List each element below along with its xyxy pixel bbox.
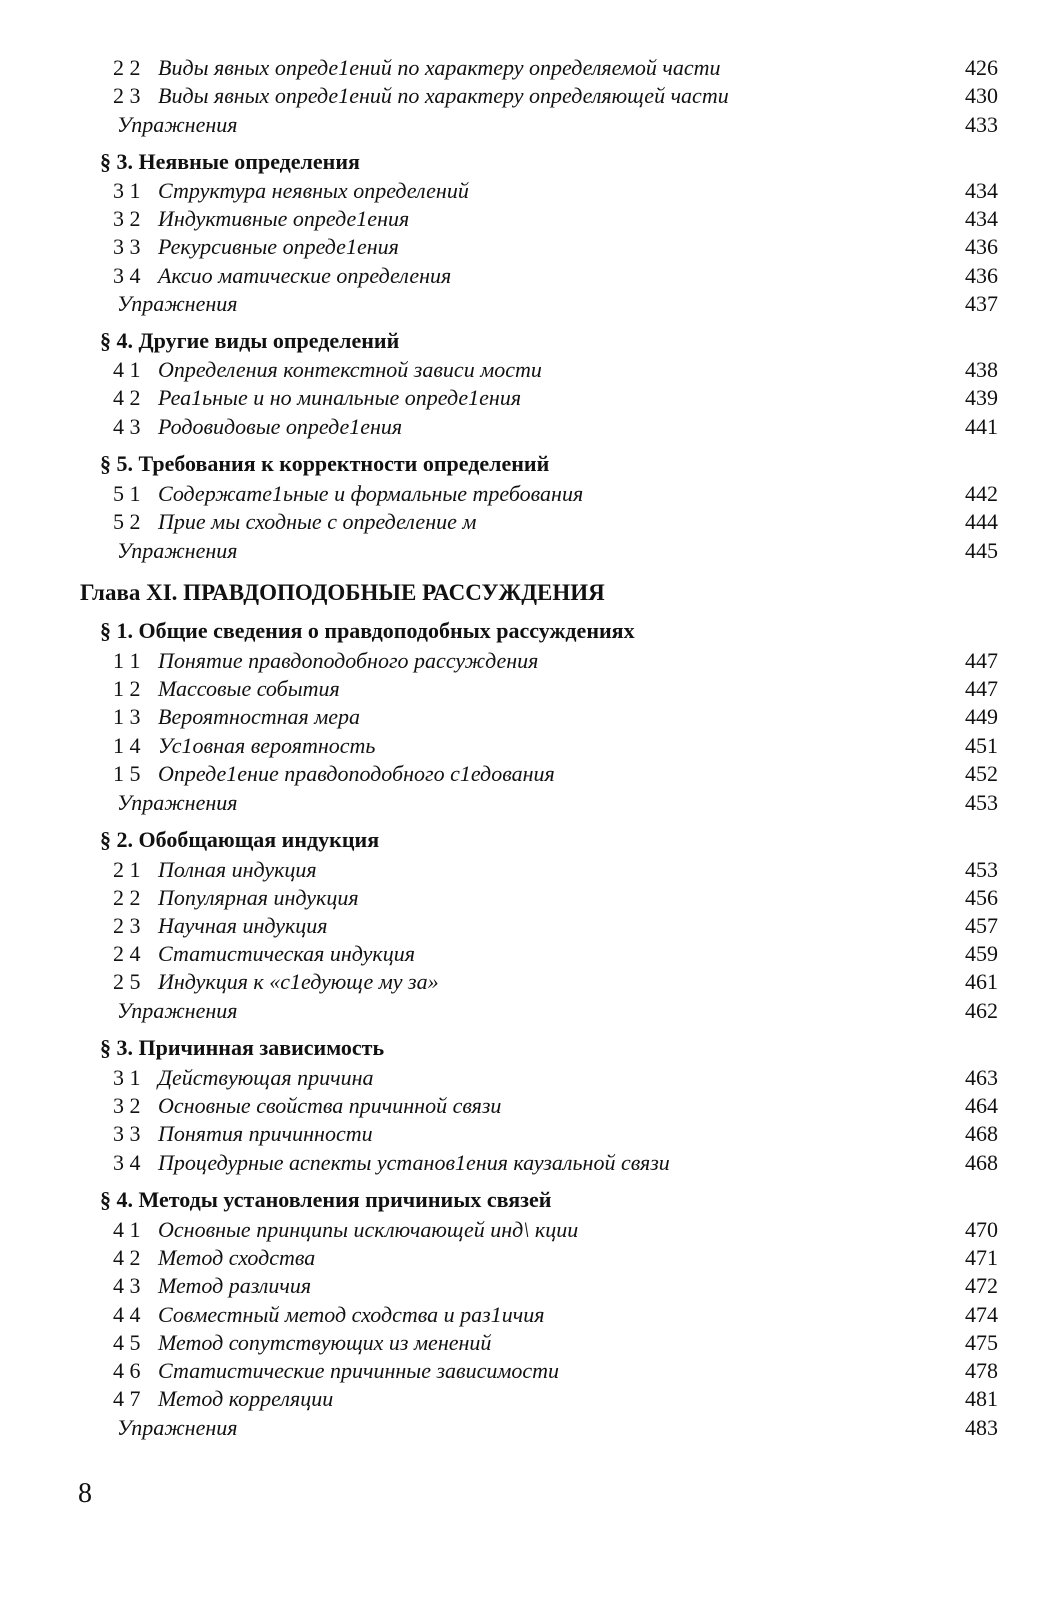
entry-number: 5 2 bbox=[113, 509, 141, 534]
entry-title: Метод сходства bbox=[158, 1245, 316, 1270]
entry-page: 442 bbox=[965, 481, 998, 506]
exercises-entry bbox=[0, 289, 1060, 319]
section-heading bbox=[0, 147, 1060, 177]
entry-number: 2 5 bbox=[113, 969, 141, 994]
toc-entry bbox=[0, 1063, 1060, 1093]
entry-page: 426 bbox=[965, 55, 998, 80]
entry-page: 474 bbox=[965, 1302, 998, 1327]
entry-number: 1 4 bbox=[113, 733, 141, 758]
entry-title: Индукция к «с1едующе му за» bbox=[158, 969, 439, 994]
entry-page: 436 bbox=[965, 263, 998, 288]
entry-title: § 4. Методы установления причиниых связей bbox=[100, 1187, 552, 1212]
toc-entry bbox=[0, 1148, 1060, 1178]
entry-page: 453 bbox=[965, 857, 998, 882]
toc-entry bbox=[0, 883, 1060, 913]
entry-number: 4 5 bbox=[113, 1330, 141, 1355]
entry-number: 4 3 bbox=[113, 414, 141, 439]
entry-page: 478 bbox=[965, 1358, 998, 1383]
entry-title: § 3. Неявные определения bbox=[100, 149, 360, 174]
entry-title: Глава XI. ПРАВДОПОДОБНЫЕ РАССУЖДЕНИЯ bbox=[80, 580, 605, 605]
entry-page: 468 bbox=[965, 1121, 998, 1146]
toc-entry bbox=[0, 1091, 1060, 1121]
entry-number: 2 3 bbox=[113, 83, 141, 108]
entry-number: 2 4 bbox=[113, 941, 141, 966]
section-heading bbox=[0, 449, 1060, 479]
entry-page: 447 bbox=[965, 648, 998, 673]
entry-title: Упражнения bbox=[117, 790, 238, 815]
toc-entry bbox=[0, 479, 1060, 509]
section-heading bbox=[0, 1185, 1060, 1215]
entry-title: Родовидовые опреде1ения bbox=[158, 414, 403, 439]
entry-number: 4 3 bbox=[113, 1273, 141, 1298]
entry-number: 4 2 bbox=[113, 385, 141, 410]
entry-page: 463 bbox=[965, 1065, 998, 1090]
entry-title: Основные принципы исключающей инд\ кции bbox=[158, 1217, 579, 1242]
entry-title: Аксио матические определения bbox=[158, 263, 452, 288]
entry-page: 472 bbox=[965, 1273, 998, 1298]
entry-title: Понятия причинности bbox=[158, 1121, 373, 1146]
entry-title: Основные свойства причинной связи bbox=[158, 1093, 502, 1118]
entry-page: 471 bbox=[965, 1245, 998, 1270]
entry-page: 445 bbox=[965, 538, 998, 563]
entry-number: 3 3 bbox=[113, 1121, 141, 1146]
toc-entry bbox=[0, 507, 1060, 537]
entry-title: Метод корреляции bbox=[158, 1386, 334, 1411]
entry-number: 3 4 bbox=[113, 263, 141, 288]
toc-entry bbox=[0, 176, 1060, 206]
entry-number: 5 1 bbox=[113, 481, 141, 506]
entry-title: § 4. Другие виды определений bbox=[100, 328, 400, 353]
entry-title: Научная индукция bbox=[158, 913, 328, 938]
toc-entry bbox=[0, 967, 1060, 997]
entry-title: Упражнения bbox=[117, 538, 238, 563]
toc-entry bbox=[0, 731, 1060, 761]
entry-number: 3 3 bbox=[113, 234, 141, 259]
entry-page: 433 bbox=[965, 112, 998, 137]
entry-page: 461 bbox=[965, 969, 998, 994]
entry-page: 457 bbox=[965, 913, 998, 938]
entry-title: Метод сопутствующих из менений bbox=[158, 1330, 492, 1355]
exercises-entry bbox=[0, 110, 1060, 140]
entry-number: 3 2 bbox=[113, 1093, 141, 1118]
entry-page: 451 bbox=[965, 733, 998, 758]
toc-entry bbox=[0, 1271, 1060, 1301]
page-number: 8 bbox=[78, 1478, 92, 1509]
entry-number: 2 1 bbox=[113, 857, 141, 882]
entry-title: § 3. Причинная зависимость bbox=[100, 1035, 385, 1060]
exercises-entry bbox=[0, 788, 1060, 818]
entry-page: 470 bbox=[965, 1217, 998, 1242]
entry-number: 2 2 bbox=[113, 885, 141, 910]
entry-page: 459 bbox=[965, 941, 998, 966]
entry-page: 439 bbox=[965, 385, 998, 410]
entry-number: 1 5 bbox=[113, 761, 141, 786]
toc-entry bbox=[0, 412, 1060, 442]
entry-page: 447 bbox=[965, 676, 998, 701]
entry-page: 430 bbox=[965, 83, 998, 108]
entry-title: Виды явных опреде1ений по характеру определяющей части bbox=[158, 83, 729, 108]
toc-entry bbox=[0, 81, 1060, 111]
entry-title: Опреде1ение правдоподобного с1едования bbox=[158, 761, 555, 786]
exercises-entry bbox=[0, 1413, 1060, 1443]
entry-page: 462 bbox=[965, 998, 998, 1023]
entry-title: Прие мы сходные с определение м bbox=[158, 509, 477, 534]
toc-entry bbox=[0, 53, 1060, 83]
entry-page: 434 bbox=[965, 206, 998, 231]
entry-number: 2 3 bbox=[113, 913, 141, 938]
entry-title: Рекурсивные опреде1ения bbox=[158, 234, 399, 259]
exercises-entry bbox=[0, 996, 1060, 1026]
entry-title: Совместный метод сходства и раз1ичия bbox=[158, 1302, 545, 1327]
entry-page: 475 bbox=[965, 1330, 998, 1355]
entry-title: Упражнения bbox=[117, 291, 238, 316]
toc-entry bbox=[0, 261, 1060, 291]
entry-number: 3 1 bbox=[113, 1065, 141, 1090]
toc-entry bbox=[0, 646, 1060, 676]
entry-title: § 5. Требования к корректности определений bbox=[100, 451, 550, 476]
entry-page: 452 bbox=[965, 761, 998, 786]
entry-page: 456 bbox=[965, 885, 998, 910]
entry-title: § 1. Общие сведения о правдоподобных рассуждениях bbox=[100, 618, 635, 643]
entry-page: 468 bbox=[965, 1150, 998, 1175]
section-heading bbox=[0, 825, 1060, 855]
section-heading bbox=[0, 326, 1060, 356]
toc-entry bbox=[0, 1215, 1060, 1245]
toc-entry bbox=[0, 911, 1060, 941]
entry-number: 1 2 bbox=[113, 676, 141, 701]
entry-number: 2 2 bbox=[113, 55, 141, 80]
toc-entry bbox=[0, 1384, 1060, 1414]
entry-title: Статистические причинные зависимости bbox=[158, 1358, 560, 1383]
entry-number: 3 2 bbox=[113, 206, 141, 231]
entry-title: Упражнения bbox=[117, 1415, 238, 1440]
toc-entry bbox=[0, 1328, 1060, 1358]
entry-number: 4 1 bbox=[113, 1217, 141, 1242]
entry-number: 4 1 bbox=[113, 357, 141, 382]
entry-page: 453 bbox=[965, 790, 998, 815]
toc-entry bbox=[0, 1356, 1060, 1386]
entry-title: Определения контекстной зависи мости bbox=[158, 357, 542, 382]
toc-entry bbox=[0, 383, 1060, 413]
toc-entry bbox=[0, 204, 1060, 234]
entry-title: Действующая причина bbox=[158, 1065, 374, 1090]
entry-title: Ус1овная вероятность bbox=[158, 733, 376, 758]
entry-title: Метод различия bbox=[158, 1273, 312, 1298]
chapter-heading bbox=[0, 578, 1060, 608]
entry-number: 4 7 bbox=[113, 1386, 141, 1411]
entry-title: Процедурные аспекты установ1ения каузальной связи bbox=[158, 1150, 670, 1175]
entry-page: 481 bbox=[965, 1386, 998, 1411]
toc-entry bbox=[0, 1119, 1060, 1149]
entry-page: 449 bbox=[965, 704, 998, 729]
entry-number: 3 1 bbox=[113, 178, 141, 203]
entry-page: 483 bbox=[965, 1415, 998, 1440]
toc-entry bbox=[0, 355, 1060, 385]
toc-entry bbox=[0, 759, 1060, 789]
entry-page: 441 bbox=[965, 414, 998, 439]
entry-number: 4 6 bbox=[113, 1358, 141, 1383]
toc-entry bbox=[0, 939, 1060, 969]
entry-title: Популярная индукция bbox=[158, 885, 359, 910]
entry-page: 437 bbox=[965, 291, 998, 316]
entry-page: 444 bbox=[965, 509, 998, 534]
toc-entry bbox=[0, 674, 1060, 704]
entry-page: 438 bbox=[965, 357, 998, 382]
entry-title: Понятие правдоподобного рассуждения bbox=[158, 648, 539, 673]
entry-page: 464 bbox=[965, 1093, 998, 1118]
entry-title: Массовые события bbox=[158, 676, 340, 701]
entry-title: Структура неявных определений bbox=[158, 178, 469, 203]
toc-entry bbox=[0, 1300, 1060, 1330]
entry-title: Статистическая индукция bbox=[158, 941, 415, 966]
entry-title: § 2. Обобщающая индукция bbox=[100, 827, 380, 852]
entry-title: Вероятностная мера bbox=[158, 704, 361, 729]
entry-number: 3 4 bbox=[113, 1150, 141, 1175]
entry-number: 1 1 bbox=[113, 648, 141, 673]
entry-title: Полная индукция bbox=[158, 857, 317, 882]
entry-page: 434 bbox=[965, 178, 998, 203]
section-heading bbox=[0, 1033, 1060, 1063]
toc-entry bbox=[0, 1243, 1060, 1273]
entry-title: Упражнения bbox=[117, 112, 238, 137]
section-heading bbox=[0, 616, 1060, 646]
exercises-entry bbox=[0, 536, 1060, 566]
entry-title: Виды явных опреде1ений по характеру определяемой части bbox=[158, 55, 721, 80]
entry-title: Индуктивные опреде1ения bbox=[158, 206, 410, 231]
entry-number: 4 4 bbox=[113, 1302, 141, 1327]
entry-number: 1 3 bbox=[113, 704, 141, 729]
toc-entry bbox=[0, 232, 1060, 262]
toc-entry bbox=[0, 702, 1060, 732]
entry-page: 436 bbox=[965, 234, 998, 259]
entry-number: 4 2 bbox=[113, 1245, 141, 1270]
entry-title: Реа1ьные и но минальные опреде1ения bbox=[158, 385, 522, 410]
entry-title: Упражнения bbox=[117, 998, 238, 1023]
entry-title: Содержате1ьные и формальные требования bbox=[158, 481, 584, 506]
toc-entry bbox=[0, 855, 1060, 885]
